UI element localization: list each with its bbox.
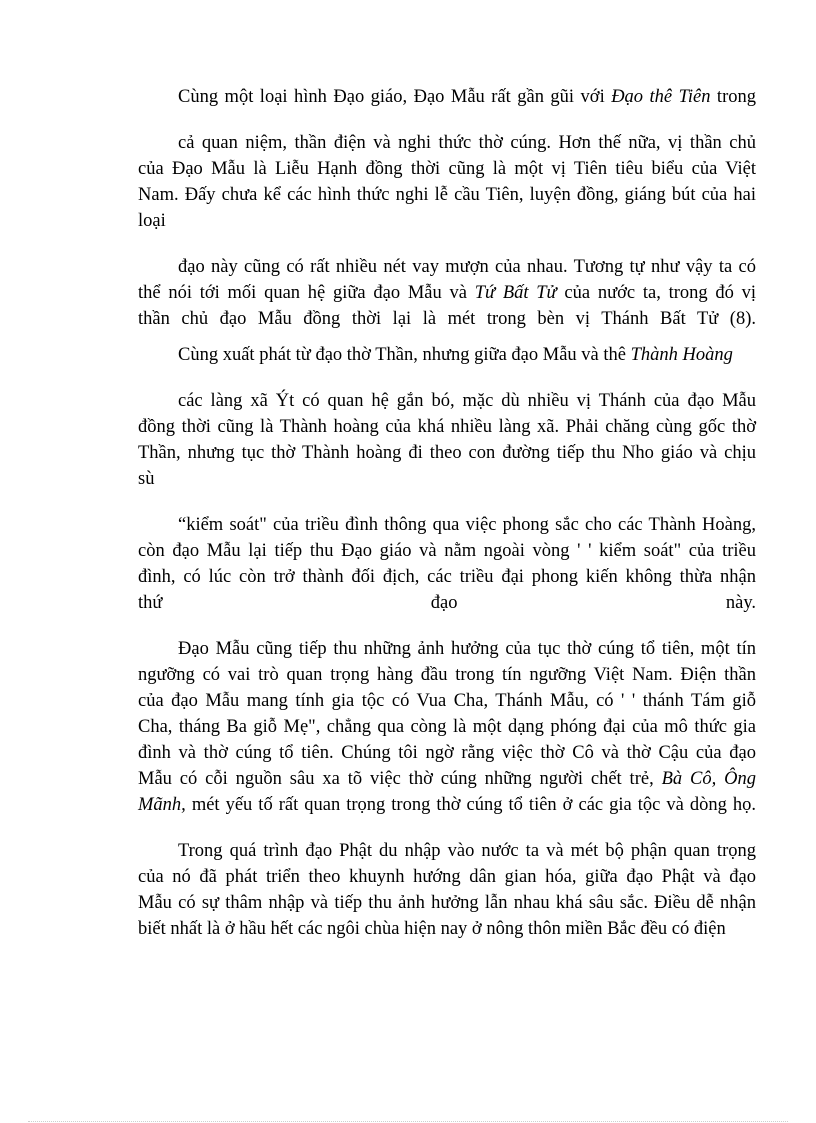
text-line bbox=[138, 414, 756, 440]
italic-text-run: Thành Hoàng bbox=[630, 345, 733, 365]
text-run: Cùng một loại hình Đạo giáo, Đạo Mẫu rất gần gũi với bbox=[178, 87, 612, 107]
text-run: biết nhất là ở hầu hết các ngôi chùa hiện nay ở nông thôn miền Bắc đều có điện bbox=[138, 919, 726, 939]
text-line bbox=[138, 306, 756, 332]
text-run: của nó đã phát triển theo khuynh hướng dân gian hóa, giữa đạo Phật và đạo bbox=[138, 867, 756, 887]
text-run: “kiểm soát" của triều đình thông qua việc phong sắc cho các Thành Hoàng, bbox=[178, 515, 756, 535]
text-line bbox=[138, 564, 756, 590]
text-run: Mẫu có sự thâm nhập và tiếp thu ảnh hưởng lẫn nhau khá sâu sắc. Điều dễ nhận bbox=[138, 893, 756, 913]
text-run: sù bbox=[138, 469, 155, 489]
text-line bbox=[138, 662, 756, 688]
italic-text-run: Mãnh, bbox=[138, 795, 186, 815]
text-line bbox=[138, 156, 756, 182]
text-run: của nước ta, trong đó vị bbox=[556, 283, 757, 303]
text-line bbox=[138, 208, 756, 234]
text-run: Đạo Mẫu cũng tiếp thu những ảnh hưởng của tục thờ cúng tổ tiên, một tín bbox=[178, 639, 756, 659]
italic-text-run: Đạo thê Tiên bbox=[611, 87, 711, 107]
text-run: đồng thời cũng là Thành hoàng của khá nhiều làng xã. Phải chăng cùng gốc thờ bbox=[138, 417, 756, 437]
text-run: Trong quá trình đạo Phật du nhập vào nước ta và mét bộ phận quan trọng bbox=[178, 841, 756, 861]
text-run: thứ đạo này. bbox=[138, 593, 756, 613]
text-run: thần chủ đạo Mẫu đồng thời lại là mét trong bèn vị Thánh Bất Tử (8). bbox=[138, 309, 756, 329]
text-run: thể nói tới mối quan hệ giữa đạo Mẫu và bbox=[138, 283, 475, 303]
text-line bbox=[138, 890, 756, 916]
text-line bbox=[138, 512, 756, 538]
text-line bbox=[138, 440, 756, 466]
text-line bbox=[138, 864, 756, 890]
text-line bbox=[138, 254, 756, 280]
text-line bbox=[138, 466, 756, 492]
text-line bbox=[138, 388, 756, 414]
text-line bbox=[138, 688, 756, 714]
text-line bbox=[138, 342, 756, 368]
text-run: Cha, tháng Ba giỗ Mẹ", chẳng qua còng là một dạng phóng đại của mô thức gia bbox=[138, 717, 756, 737]
text-run: của đạo Mẫu mang tính gia tộc có Vua Cha, Thánh Mẫu, có ' ' thánh Tám giỗ bbox=[138, 691, 756, 711]
text-run: đình và thờ cúng tổ tiên. Chúng tôi ngờ rằng việc thờ Cô và thờ Cậu của đạo bbox=[138, 743, 756, 763]
text-line bbox=[138, 636, 756, 662]
text-run: ngưỡng có vai trò quan trọng hàng đầu trong tín ngưỡng Việt Nam. Điện thần bbox=[138, 665, 756, 685]
text-line bbox=[138, 714, 756, 740]
text-run: Mẫu có cỗi nguồn sâu xa tõ việc thờ cúng những người chết trẻ, bbox=[138, 769, 662, 789]
text-line bbox=[138, 838, 756, 864]
text-run: Nam. Đấy chưa kể các hình thức nghi lễ cầu Tiên, luyện đồng, giáng bút của hai bbox=[138, 185, 756, 205]
text-line bbox=[138, 280, 756, 306]
text-line bbox=[138, 740, 756, 766]
text-line bbox=[138, 590, 756, 616]
text-run: loại bbox=[138, 211, 166, 231]
text-run: đạo này cũng có rất nhiều nét vay mượn của nhau. Tương tự như vậy ta có bbox=[178, 257, 756, 277]
document-page bbox=[138, 84, 756, 942]
text-run: Thần, nhưng tục thờ Thành hoàng đi theo con đường tiếp thu Nho giáo và chịu bbox=[138, 443, 756, 463]
text-run: còn đạo Mẫu lại tiếp thu Đạo giáo và nằm ngoài vòng ' ' kiểm soát" của triều bbox=[138, 541, 756, 561]
text-line bbox=[138, 766, 756, 792]
text-run: Cùng xuất phát từ đạo thờ Thần, nhưng giữa đạo Mẫu và thê bbox=[178, 345, 631, 365]
page-bottom-rule bbox=[28, 1121, 788, 1122]
italic-text-run: Tứ Bất Tử bbox=[474, 283, 557, 303]
text-run: của Đạo Mẫu là Liễu Hạnh đồng thời cũng là một vị Tiên tiêu biểu của Việt bbox=[138, 159, 756, 179]
text-line bbox=[138, 538, 756, 564]
text-line bbox=[138, 130, 756, 156]
text-run: các làng xã Ýt có quan hệ gắn bó, mặc dù nhiều vị Thánh của đạo Mẫu bbox=[178, 391, 756, 411]
text-line bbox=[138, 916, 756, 942]
italic-text-run: Bà Cô, Ông bbox=[661, 769, 757, 789]
text-line bbox=[138, 792, 756, 818]
text-run: đình, có lúc còn trở thành đối địch, các triều đại phong kiến không thừa nhận bbox=[138, 567, 756, 587]
text-line bbox=[138, 182, 756, 208]
text-run: cả quan niệm, thần điện và nghi thức thờ cúng. Hơn thế nữa, vị thần chủ bbox=[178, 133, 756, 153]
text-run: trong bbox=[710, 87, 756, 107]
text-line bbox=[138, 84, 756, 110]
text-run: mét yếu tố rất quan trọng trong thờ cúng tổ tiên ở các gia tộc và dòng họ. bbox=[185, 795, 756, 815]
